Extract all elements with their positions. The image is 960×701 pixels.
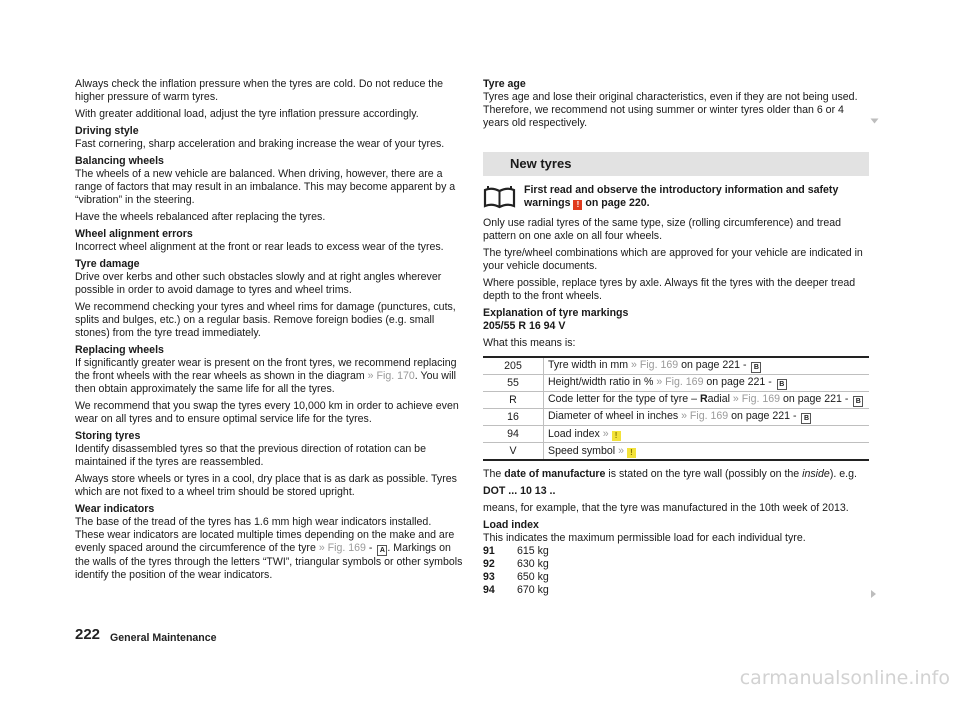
load-index: 94 <box>483 584 495 596</box>
storing-tyres-section <box>75 430 463 469</box>
marking-code: 205 <box>483 357 544 375</box>
fig-169-link[interactable]: » Fig. 169 <box>318 542 366 554</box>
marking-code: R <box>483 392 544 409</box>
warning-link[interactable]: » <box>618 444 624 457</box>
tyre-damage-text-2: We recommend checking your tyres and wheel rims for damage (punctures, cuts, splits and bulges, etc.) on a regular basis. Remove foreign bodies (e.g. small stones) from the tyre tread immediately. <box>75 301 456 339</box>
alignment-heading: Wheel alignment errors <box>75 228 193 240</box>
note-text-main: First read and observe the introductory information and safety warnings <box>524 184 839 209</box>
load-paragraph: With greater additional load, adjust the tyre inflation pressure accordingly. <box>75 108 419 120</box>
fig-170-link[interactable]: » Fig. 170 <box>367 370 415 382</box>
wear-indicators-section <box>75 503 463 582</box>
date-of-manufacture-paragraph <box>483 468 869 481</box>
watermark: carmanualsonline.info <box>739 667 950 689</box>
wear-indicators-text: The base of the tread of the tyres has 1.6 mm high wear indicators installed. These wear indicators are located multiple times depending on the make and are evenly spaced around the circumference of the tyre <box>75 516 455 554</box>
load-kg: 670 kg <box>517 584 549 596</box>
driving-style-section <box>75 125 463 151</box>
note-text <box>524 184 869 210</box>
balancing-heading: Balancing wheels <box>75 155 164 167</box>
section-end-marker <box>871 119 879 124</box>
explanation-heading: Explanation of tyre markings <box>483 307 629 319</box>
read-first-note <box>483 184 869 210</box>
tyre-age-text: Tyres age and lose their original characteristics, even if they are not being used. Therefore, we recommend not using summer or winter tyres older than 6 or 4 years old respectively. <box>483 91 858 129</box>
dom-text-c: ). e.g. <box>829 468 857 480</box>
driving-style-heading: Driving style <box>75 125 139 137</box>
warning-link[interactable]: » <box>602 427 609 440</box>
tyre-damage-section <box>75 258 463 297</box>
tyre-code: 205/55 R 16 94 V <box>483 320 566 332</box>
load-row <box>483 558 869 571</box>
load-index: 92 <box>483 558 495 570</box>
marking-text-2: adial <box>707 393 733 405</box>
marking-code: 55 <box>483 375 544 392</box>
marking-text: Tyre width in mm <box>548 359 632 371</box>
marking-code: 16 <box>483 409 544 426</box>
marking-desc <box>544 375 870 392</box>
ref-b-badge: B <box>777 379 787 390</box>
marking-code: 94 <box>483 426 544 443</box>
ref-a-badge: A <box>377 545 387 556</box>
load-kg: 650 kg <box>517 571 549 583</box>
replacing-wheels-text-2: We recommend that you swap the tyres every 10,000 km in order to achieve even wear on all tyres and to ensure optimal service life for the tyres. <box>75 400 459 425</box>
page-number: 222 <box>75 626 101 643</box>
driving-style-text: Fast cornering, sharp acceleration and braking increase the wear of your tyres. <box>75 138 445 150</box>
note-page-ref[interactable]: on page 220. <box>582 197 650 209</box>
load-index: 93 <box>483 571 495 583</box>
storing-tyres-text: Identify disassembled tyres so that the previous direction of rotation can be maintained if the tyres are reassembled. <box>75 443 426 468</box>
tyre-damage-text: Drive over kerbs and other such obstacles slowly and at right angles wherever possible in order to avoid damage to tyres and wheel trims. <box>75 271 442 296</box>
dom-text-a: The <box>483 468 505 480</box>
load-index-text: This indicates the maximum permissible load for each individual tyre. <box>483 532 806 544</box>
table-row <box>483 357 869 375</box>
fig-169-link[interactable]: » Fig. 169 <box>656 376 704 388</box>
approved-combinations-paragraph: The tyre/wheel combinations which are approved for your vehicle are indicated in your vehicle documents. <box>483 247 863 272</box>
radial-letter: R <box>699 393 708 405</box>
marking-text: Load index <box>548 427 603 440</box>
load-index: 91 <box>483 545 495 557</box>
marking-desc <box>544 392 870 409</box>
tyre-markings-table <box>483 356 869 461</box>
page-ref: on page 221 - <box>728 410 800 422</box>
marking-text: Code letter for the type of tyre – <box>548 393 700 405</box>
page-ref: on page 221 - <box>678 359 750 371</box>
marking-code: V <box>483 443 544 461</box>
load-kg: 615 kg <box>517 545 549 557</box>
alignment-text: Incorrect wheel alignment at the front or rear leads to excess wear of the tyres. <box>75 241 444 253</box>
dom-text-b: is stated on the tyre wall (possibly on the <box>605 468 803 480</box>
fig-169-link[interactable]: » Fig. 169 <box>732 393 781 405</box>
right-column <box>483 78 869 597</box>
alignment-section <box>75 228 463 254</box>
footer-section-label: General Maintenance <box>110 632 217 644</box>
balancing-text: The wheels of a new vehicle are balanced. When driving, however, there are a range of factors that may result in an imbalance. This may become apparent by a “vibration” in the steering. <box>75 168 456 206</box>
continue-arrow-icon <box>871 590 876 598</box>
replacing-wheels-heading: Replacing wheels <box>75 344 164 356</box>
marking-desc <box>544 409 870 426</box>
marking-desc <box>544 357 870 375</box>
load-index-section <box>483 519 869 545</box>
ref-b-badge: B <box>801 413 811 424</box>
dot-explanation: means, for example, that the tyre was manufactured in the 10th week of 2013. <box>483 502 849 514</box>
explanation-section <box>483 307 869 333</box>
load-row <box>483 545 869 558</box>
load-row <box>483 584 869 597</box>
dom-italic: inside <box>802 468 830 480</box>
replacing-wheels-text: If significantly greater wear is present on the front tyres, we recommend replacing the front wheels with the rear wheels as shown in the diagram <box>75 357 457 382</box>
table-row <box>483 443 869 461</box>
replacing-wheels-text-end: . You will then obtain approximately the same life for all the tyres. <box>75 370 457 395</box>
fig-169-link[interactable]: » Fig. 169 <box>681 410 729 422</box>
balancing-section <box>75 155 463 207</box>
ref-b-badge: B <box>751 362 761 373</box>
table-row <box>483 375 869 392</box>
storing-tyres-heading: Storing tyres <box>75 430 141 442</box>
marking-text: Diameter of wheel in inches <box>548 410 682 422</box>
wear-dash: - <box>365 542 376 554</box>
ref-b-badge: B <box>853 396 863 407</box>
caution-icon: ! <box>612 431 621 441</box>
load-index-heading: Load index <box>483 519 539 531</box>
warning-icon: ! <box>573 200 582 210</box>
wear-indicators-heading: Wear indicators <box>75 503 155 515</box>
dot-code: DOT ... 10 13 .. <box>483 485 556 497</box>
book-icon <box>483 186 516 210</box>
table-row <box>483 426 869 443</box>
tyre-damage-heading: Tyre damage <box>75 258 140 270</box>
section-title: New tyres <box>483 152 869 176</box>
left-column <box>75 78 463 586</box>
page-ref: on page 221 - <box>703 376 775 388</box>
what-this-means: What this means is: <box>483 337 576 349</box>
marking-text: Height/width ratio in % <box>548 376 657 388</box>
marking-text: Speed symbol <box>548 444 619 457</box>
balancing-text-2: Have the wheels rebalanced after replacing the tyres. <box>75 211 326 223</box>
storing-tyres-text-2: Always store wheels or tyres in a cool, dry place that is as dark as possible. Tyres which are not fixed to a wheel trim should be stored upright. <box>75 473 457 498</box>
replacing-wheels-section <box>75 344 463 396</box>
load-row <box>483 571 869 584</box>
page-ref: on page 221 - <box>780 393 852 405</box>
replace-by-axle-paragraph: Where possible, replace tyres by axle. Always fit the tyres with the deeper tread depth to the front wheels. <box>483 277 856 302</box>
tyre-age-heading: Tyre age <box>483 78 526 90</box>
marking-desc <box>544 443 870 461</box>
marking-desc <box>544 426 870 443</box>
radial-tyres-paragraph: Only use radial tyres of the same type, size (rolling circumference) and tread pattern on one axle on all four wheels. <box>483 217 841 242</box>
intro-paragraph: Always check the inflation pressure when the tyres are cold. Do not reduce the higher pressure of warm tyres. <box>75 78 444 103</box>
table-row <box>483 392 869 409</box>
table-row <box>483 409 869 426</box>
dom-bold: date of manufacture <box>504 468 606 480</box>
tyre-age-section <box>483 78 869 130</box>
fig-169-link[interactable]: » Fig. 169 <box>631 359 679 371</box>
caution-icon: ! <box>627 448 636 458</box>
wear-indicators-text-end: . Markings on the walls of the tyres through the letters “TWI”, triangular symbols or other symbols identify the position of the wear indicators. <box>75 542 463 581</box>
load-kg: 630 kg <box>517 558 549 570</box>
